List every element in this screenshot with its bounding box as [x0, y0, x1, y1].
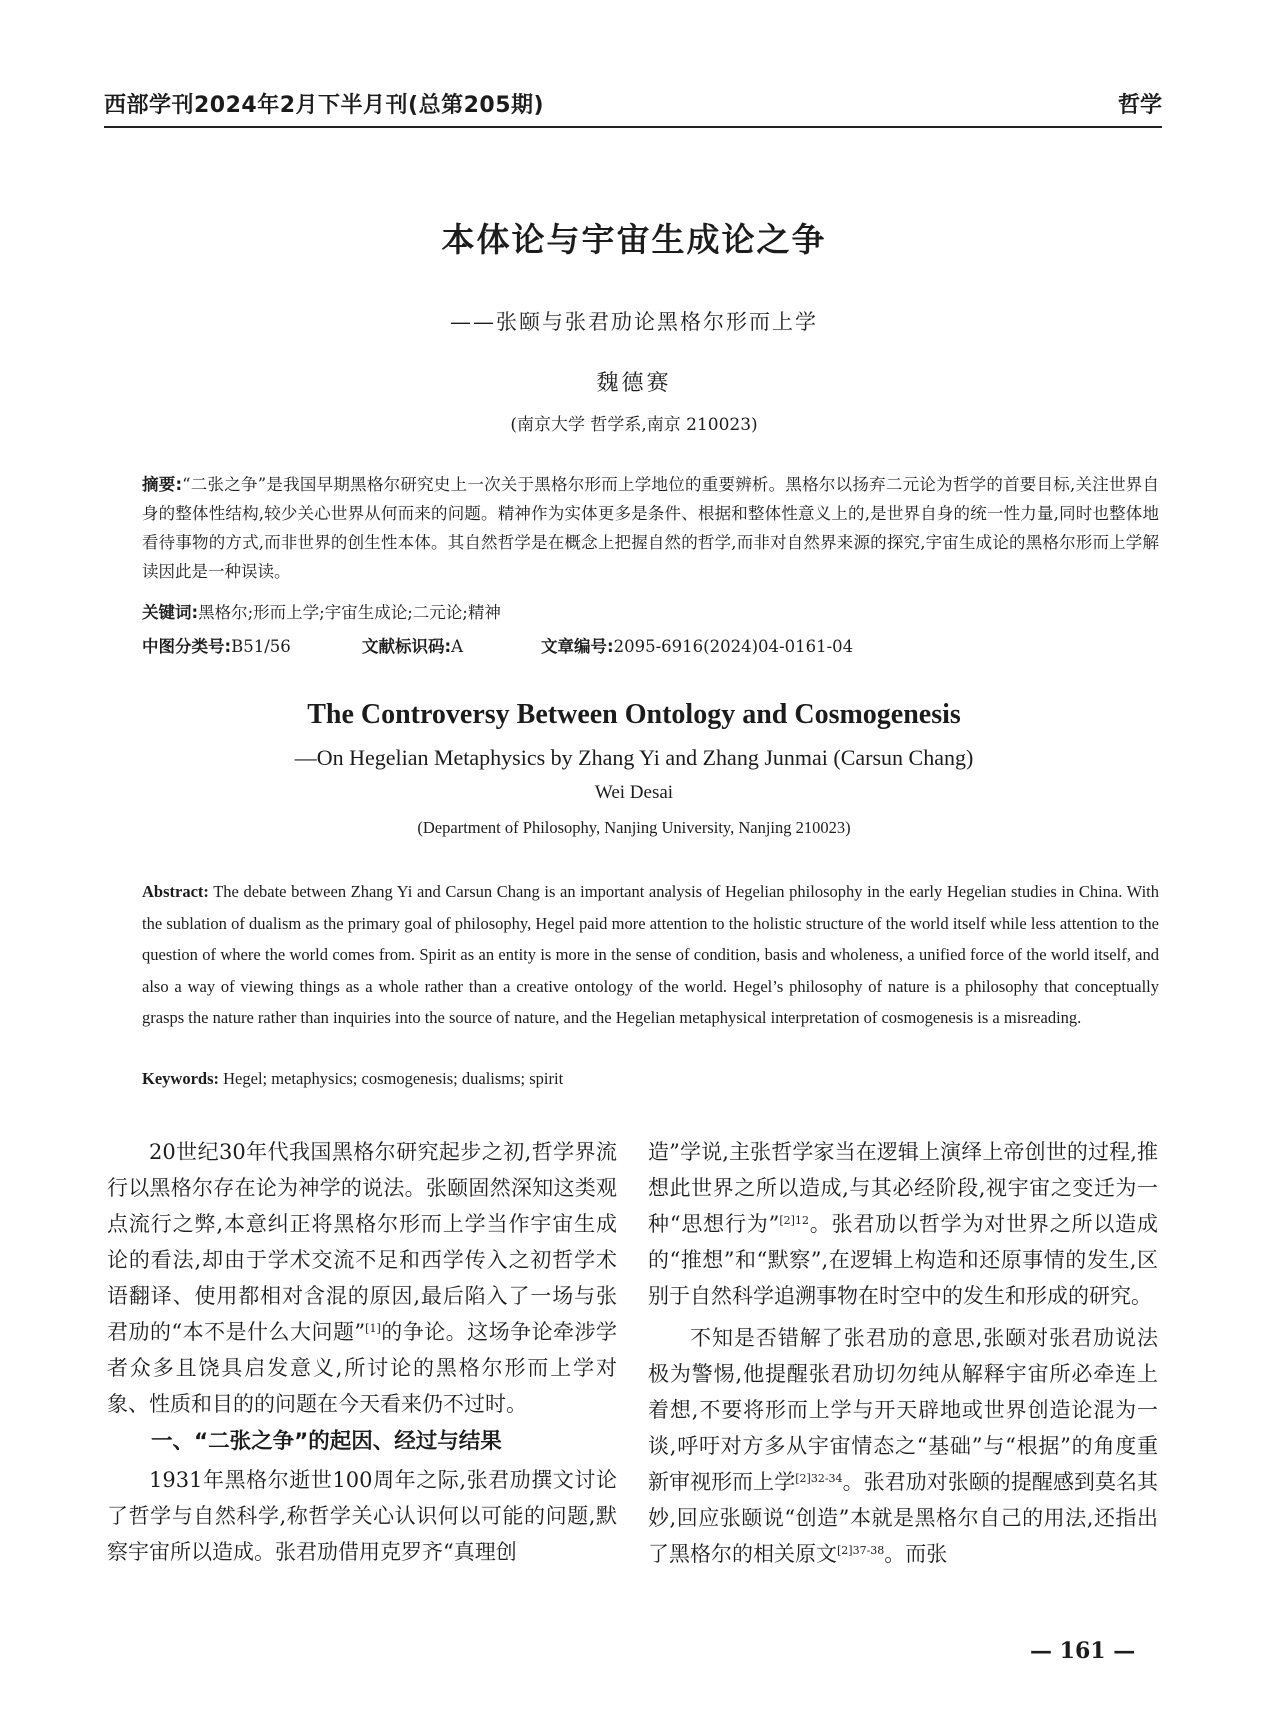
- author-name: 魏德赛: [596, 371, 672, 396]
- citation: [2]32-34: [795, 1472, 843, 1485]
- citation: [1]: [365, 1322, 381, 1335]
- doc-code-value: A: [451, 637, 464, 656]
- paragraph-text: 。而张: [884, 1542, 948, 1566]
- abstract-en: [142, 876, 1159, 1034]
- body-paragraph: [648, 1134, 1158, 1314]
- article-number: [541, 633, 853, 657]
- body-column-right: [648, 1134, 1158, 1572]
- doc-code-label: 文献标识码:: [362, 637, 452, 656]
- abstract-cn-label: 摘要:: [142, 475, 183, 494]
- paragraph-text: 20世纪30年代我国黑格尔研究起步之初,哲学界流行以黑格尔存在论为神学的说法。张颐固然深知这类观点流行之弊,本意纠正将黑格尔形而上学当作宇宙生成论的看法,却由于学术交流不足和西学传入之初哲学术语翻译、使用都相对含混的原因,最后陷入了一场与张君劢的“本不是什么大问题”: [107, 1140, 617, 1344]
- english-affiliation: (Department of Philosophy, Nanjing University, Nanjing 210023): [417, 818, 851, 837]
- clc-value: B51/56: [231, 637, 291, 656]
- abstract-cn-text: “二张之争”是我国早期黑格尔研究史上一次关于黑格尔形而上学地位的重要辨析。黑格尔以扬弃二元论为哲学的首要目标,关注世界自身的整体性结构,较少关心世界从何而来的问题。精神作为实体更多是条件、根据和整体性意义上的,是世界自身的统一性力量,同时也整体地看待事物的方式,而非世界的创生性本体。其自然哲学是在概念上把握自然的哲学,而非对自然界来源的探究,宇宙生成论的黑格尔形而上学解读因此是一种误读。: [142, 475, 1159, 581]
- citation: [2]12: [779, 1214, 809, 1227]
- paragraph-text: 。张君劢对张颐的提醒感到莫名其妙,回应张颐说“创造”本就是黑格尔自己的用法,还指出了黑格尔的相关原文: [648, 1470, 1159, 1566]
- keywords-en-label: Keywords:: [142, 1069, 219, 1088]
- english-title: The Controversy Between Ontology and Cosmogenesis: [307, 699, 961, 730]
- citation: [2]37-38: [837, 1544, 885, 1557]
- english-author: Wei Desai: [594, 782, 674, 803]
- abstract-cn: [142, 470, 1159, 586]
- body-paragraph: [648, 1320, 1158, 1572]
- article-number-label: 文章编号:: [541, 637, 614, 656]
- body-paragraph: 1931年黑格尔逝世100周年之际,张君劢撰文讨论了哲学与自然科学,称哲学关心认识何以可能的问题,默察宇宙所以造成。张君劢借用克罗齐“真理创: [107, 1468, 617, 1564]
- running-header: [104, 88, 1162, 122]
- article-subtitle: ——张颐与张君劢论黑格尔形而上学: [450, 310, 818, 334]
- article-title: 本体论与宇宙生成论之争: [441, 220, 827, 259]
- keywords-cn-text: 黑格尔;形而上学;宇宙生成论;二元论;精神: [198, 603, 501, 622]
- keywords-cn: [142, 599, 501, 623]
- body-column-left: [107, 1134, 617, 1570]
- paragraph-text: 造”学说,主张哲学家当在逻辑上演绎上帝创世的过程,推想此世界之所以造成,与其必经阶段,视宇宙之变迁为一种“思想行为”: [648, 1140, 1158, 1236]
- paragraph-text: 。张君劢以哲学为对世界之所以造成的“推想”和“默察”,在逻辑上构造和还原事情的发生,区别于自然科学追溯事物在时空中的发生和形成的研究。: [648, 1212, 1158, 1308]
- clc-number: [142, 633, 291, 657]
- article-number-value: 2095-6916(2024)04-0161-04: [613, 637, 854, 656]
- keywords-cn-label: 关键词:: [142, 603, 199, 622]
- abstract-en-label: Abstract:: [142, 882, 209, 901]
- keywords-en: [142, 1069, 563, 1089]
- section-heading: 一、“二张之争”的起因、经过与结果: [151, 1429, 502, 1454]
- paragraph-text: 不知是否错解了张君劢的意思,张颐对张君劢说法极为警惕,他提醒张君劢切勿纯从解释宇宙所必牵连上着想,不要将形而上学与开天辟地或世界创造论混为一谈,呼吁对方多从宇宙情态之“基础”与“根据”的角度重新审视形而上学: [648, 1326, 1158, 1494]
- doc-code: [362, 633, 463, 657]
- paragraph-text: 的争论。这场争论牵涉学者众多且饶具启发意义,所讨论的黑格尔形而上学对象、性质和目的的问题在今天看来仍不过时。: [107, 1320, 617, 1416]
- section-name: 哲学: [1117, 93, 1162, 118]
- english-subtitle: —On Hegelian Metaphysics by Zhang Yi and Zhang Junmai (Carsun Chang): [294, 745, 974, 770]
- page-number: — 161 —: [1030, 1638, 1136, 1664]
- journal-issue: 西部学刊2024年2月下半月刊(总第205期): [104, 93, 545, 118]
- abstract-en-text: The debate between Zhang Yi and Carsun Chang is an important analysis of Hegelian philosophy in the early Hegelian studies in China. With the sublation of dualism as the primary goal of philosophy, Hegel paid more attention to the holistic structure of the world itself while less attention to the question of where the world comes from. Spirit as an entity is more in the sense of condition, basis and wholeness, a unified force of the world itself, and also a way of viewing things as a whole rather than a creative ontology of the world. Hegel’s philosophy of nature is a philosophy that conceptually grasps the nature rather than inquiries into the source of nature, and the Hegelian metaphysical interpretation of cosmogenesis is a misreading.: [142, 882, 1159, 1027]
- header-rule: [104, 126, 1162, 128]
- author-affiliation: (南京大学 哲学系,南京 210023): [510, 415, 758, 435]
- clc-label: 中图分类号:: [142, 637, 232, 656]
- keywords-en-text: Hegel; metaphysics; cosmogenesis; dualisms; spirit: [223, 1069, 564, 1088]
- body-paragraph: [107, 1134, 617, 1422]
